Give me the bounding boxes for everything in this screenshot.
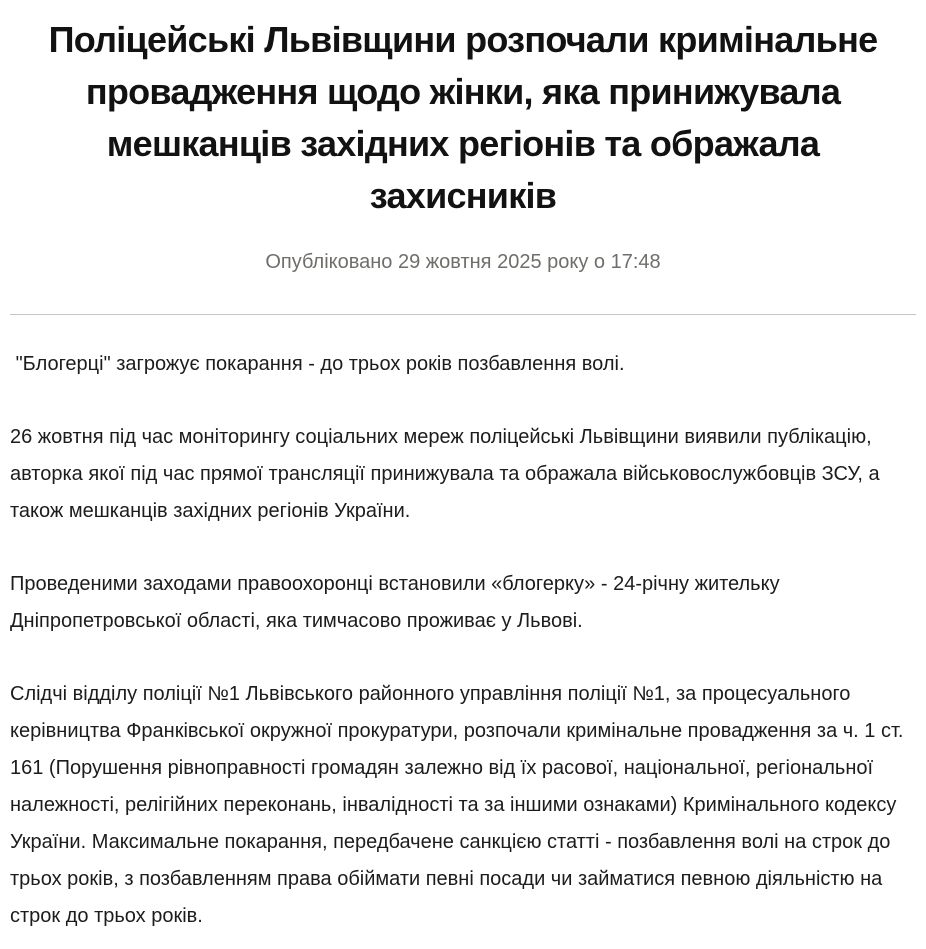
news-article: [10, 14, 916, 935]
publish-date: Опубліковано 29 жовтня 2025 року о 17:48: [265, 251, 661, 273]
article-paragraph-3: Слідчі відділу поліції №1 Львівського районного управління поліції №1, за процесуального керівництва Франківської окружної прокуратури, розпочали кримінальне провадження за ч. 1 ст. 161 (Порушення рівноправності громадян залежно від їх расової, національної, регіональної належності, релігійних переконань, інвалідності та за іншими ознаками) Кримінального кодексу України. Максимальне покарання, передбачене санкцією статті - позбавлення волі на строк до трьох років, з позбавленням права обіймати певні посади чи займатися певною діяльністю на строк до трьох років.: [10, 683, 904, 927]
divider: [10, 314, 916, 315]
article-body: [10, 346, 916, 935]
article-lead: "Блогерці" загрожує покарання - до трьох років позбавлення волі.: [10, 353, 625, 375]
article-paragraph-1: 26 жовтня під час моніторингу соціальних мереж поліцейські Львівщини виявили публікацію, авторка якої під час прямої трансляції принижувала та ображала військовослужбовців ЗСУ, а також мешканців західних регіонів України.: [10, 426, 880, 522]
article-title: Поліцейські Львівщини розпочали кримінальне провадження щодо жінки, яка принижувала мешканців західних регіонів та ображала захисників: [48, 19, 878, 216]
article-paragraph-2: Проведеними заходами правоохоронці встановили «блогерку» - 24-річну жительку Дніпропетровської області, яка тимчасово проживає у Львові.: [10, 573, 780, 632]
